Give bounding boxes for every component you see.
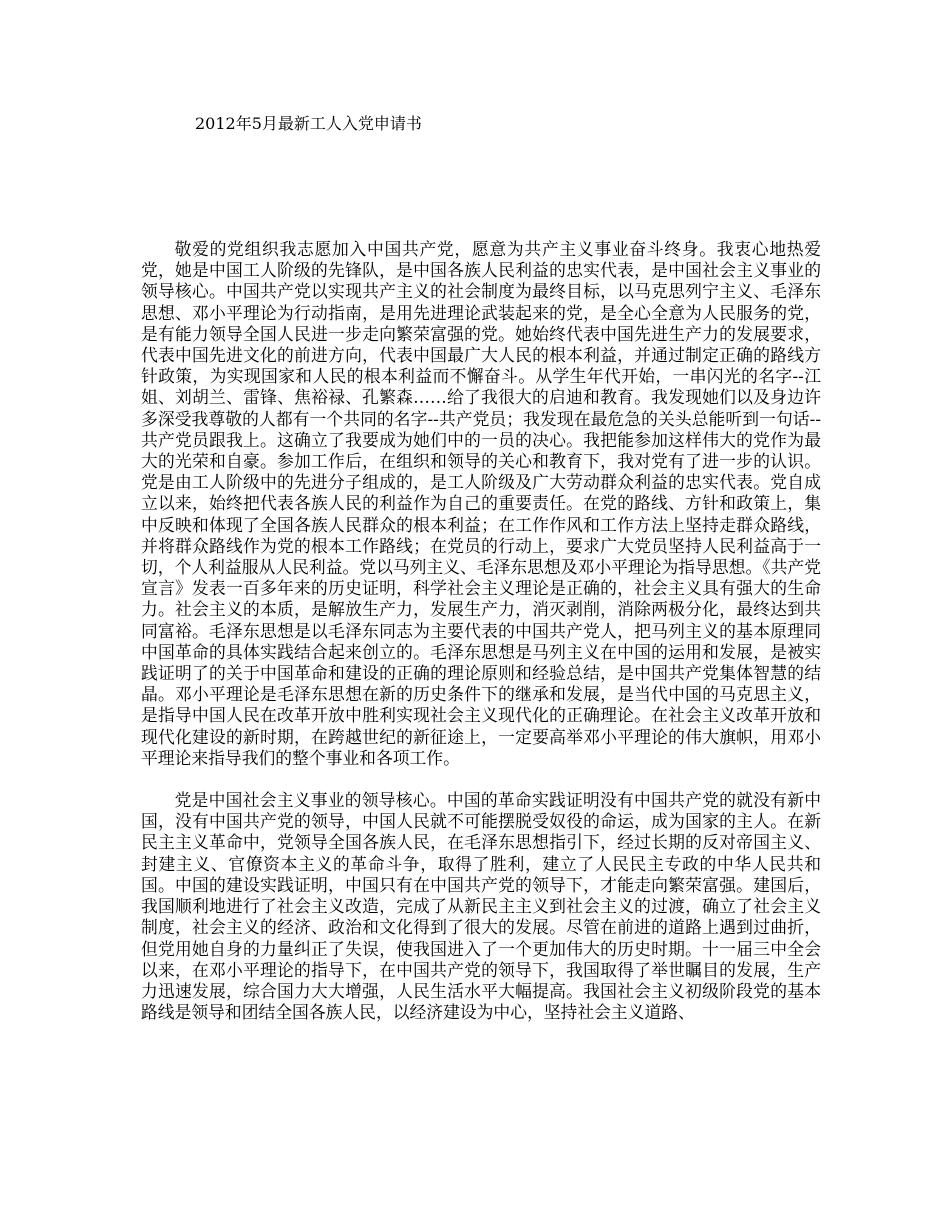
paragraph-2: 党是中国社会主义事业的领导核心。中国的革命实践证明没有中国共产党的就没有新中国，没有中国共产党的领导，中国人民就不可能摆脱受奴役的命运，成为国家的主人。在新民主主义革命中，党领导全国各族人民，在毛泽东思想指引下，经过长期的反对帝国主义、封建主义、官僚资本主义的革命斗争，取得了胜利，建立了人民民主专政的中华人民共和国。中国的建设实践证明，中国只有在中国共产党的领导下，才能走向繁荣富强。建国后，我国顺利地进行了社会主义改造，完成了从新民主主义到社会主义的过渡，确立了社会主义制度，社会主义的经济、政治和文化得到了很大的发展。尽管在前进的道路上遇到过曲折，但党用她自身的力量纠正了失误，使我国进入了一个更加伟大的历史时期。十一届三中全会以来，在邓小平理论的指导下，在中国共产党的领导下，我国取得了举世瞩目的发展，生产力迅速发展，综合国力大大增强，人民生活水平大幅提高。我国社会主义初级阶段党的基本路线是领导和团结全国各族人民，以经济建设为中心，坚持社会主义道路、 <box>141 790 821 1023</box>
paragraph-1: 敬爱的党组织我志愿加入中国共产党，愿意为共产主义事业奋斗终身。我衷心地热爱党，她是中国工人阶级的先锋队，是中国各族人民利益的忠实代表，是中国社会主义事业的领导核心。中国共产党以实现共产主义的社会制度为最终目标，以马克思列宁主义、毛泽东思想、邓小平理论为行动指南，是用先进理论武装起来的党，是全心全意为人民服务的党，是有能力领导全国人民进一步走向繁荣富强的党。她始终代表中国先进生产力的发展要求，代表中国先进文化的前进方向，代表中国最广大人民的根本利益，并通过制定正确的路线方针政策，为实现国家和人民的根本利益而不懈奋斗。从学生年代开始，一串闪光的名字--江姐、刘胡兰、雷锋、焦裕禄、孔繁森……给了我很大的启迪和教育。我发现她们以及身边许多深受我尊敬的人都有一个共同的名字--共产党员；我发现在最危急的关头总能听到一句话--共产党员跟我上。这确立了我要成为她们中的一员的决心。我把能参加这样伟大的党作为最大的光荣和自豪。参加工作后，在组织和领导的关心和教育下，我对党有了进一步的认识。党是由工人阶级中的先进分子组成的，是工人阶级及广大劳动群众利益的忠实代表。党自成立以来，始终把代表各族人民的利益作为自己的重要责任。在党的路线、方针和政策上，集中反映和体现了全国各族人民群众的根本利益；在工作作风和工作方法上坚持走群众路线，并将群众路线作为党的根本工作路线；在党员的行动上，要求广大党员坚持人民利益高于一切，个人利益服从人民利益。党以马列主义、毛泽东思想及邓小平理论为指导思想。《共产党宣言》发表一百多年来的历史证明，科学社会主义理论是正确的，社会主义具有强大的生命力。社会主义的本质，是解放生产力，发展生产力，消灭剥削，消除两极分化，最终达到共同富裕。毛泽东思想是以毛泽东同志为主要代表的中国共产党人，把马列主义的基本原理同中国革命的具体实践结合起来创立的。毛泽东思想是马列主义在中国的运用和发展，是被实践证明了的关于中国革命和建设的正确的理论原则和经验总结，是中国共产党集体智慧的结晶。邓小平理论是毛泽东思想在新的历史条件下的继承和发展，是当代中国的马克思主义，是指导中国人民在改革开放中胜利实现社会主义现代化的正确理论。在社会主义改革开放和现代化建设的新时期，在跨越世纪的新征途上，一定要高举邓小平理论的伟大旗帜，用邓小平理论来指导我们的整个事业和各项工作。 <box>141 239 821 768</box>
document-body <box>141 239 821 1023</box>
document-title: 2012年5月最新工人入党申请书 <box>195 114 422 133</box>
